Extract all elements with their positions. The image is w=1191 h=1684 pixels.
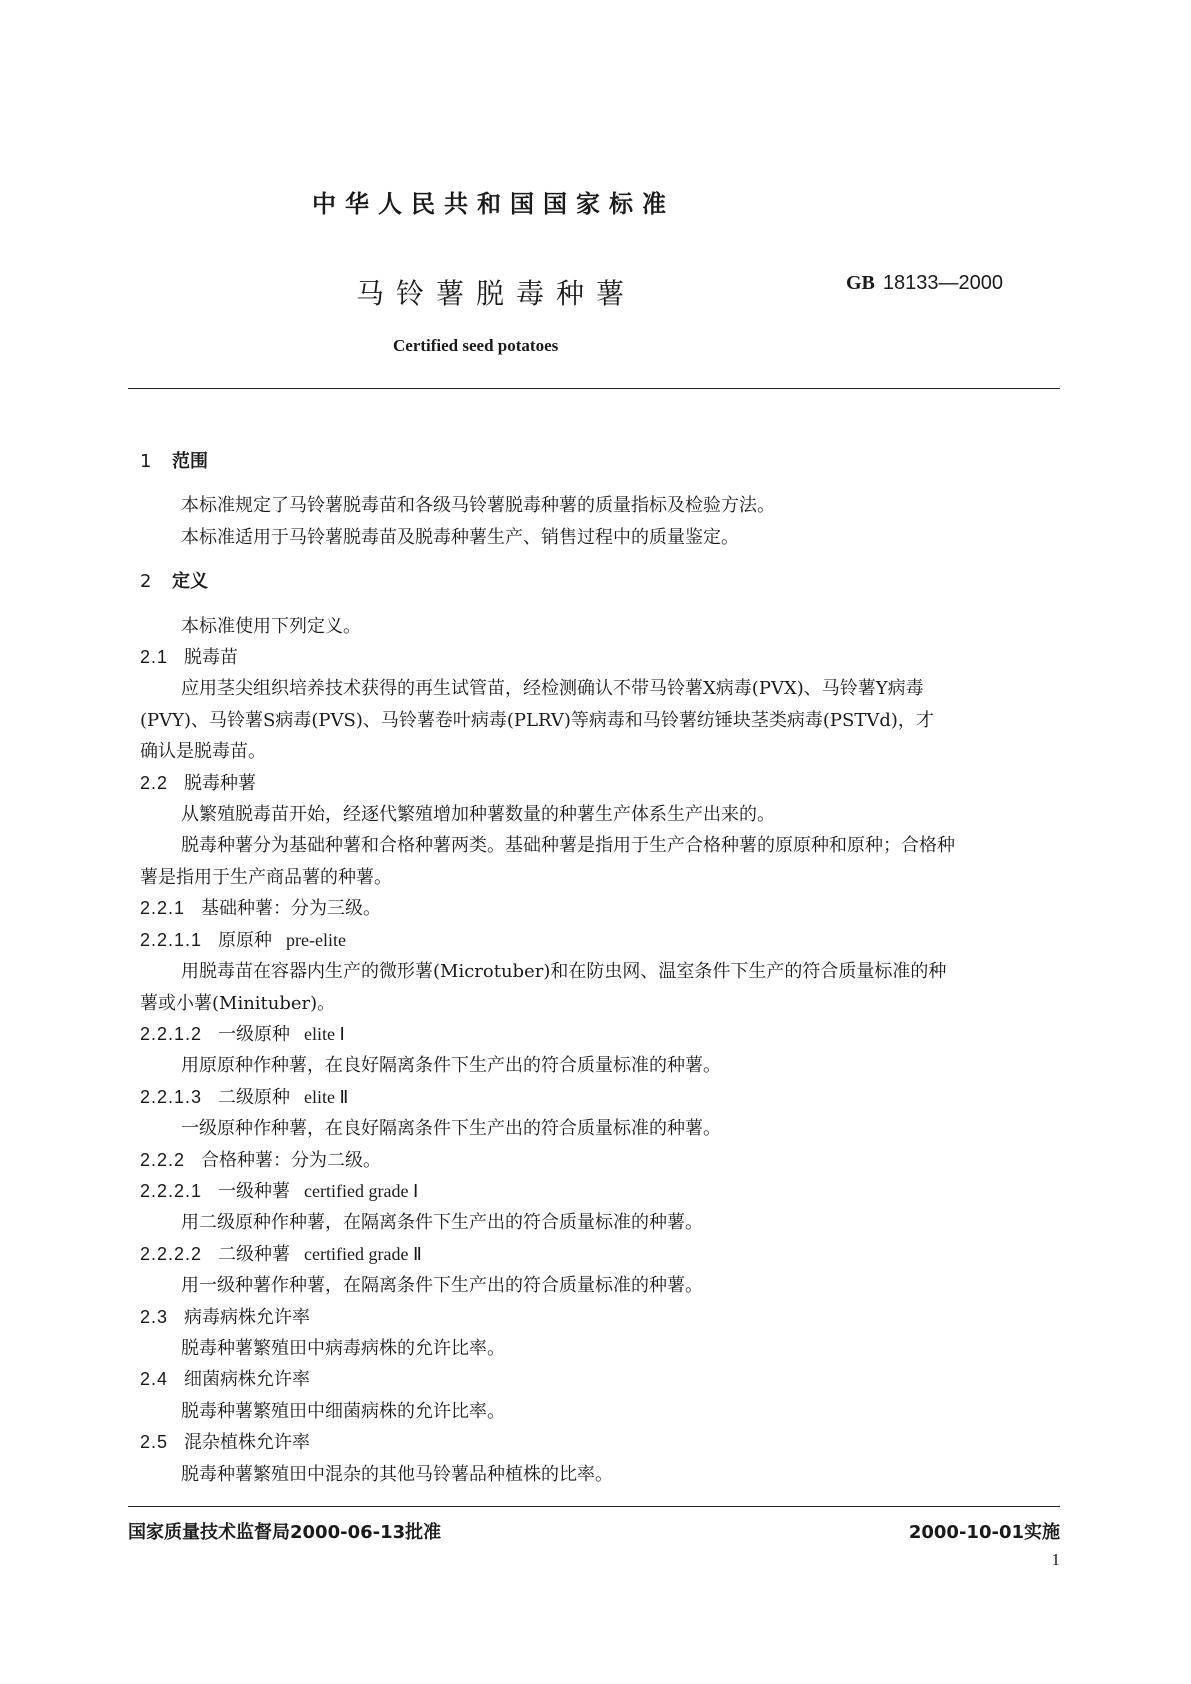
paragraph-line: 薯是指用于生产商品薯的种薯。 xyxy=(140,866,392,888)
clause-title: 细菌病株允许率 xyxy=(184,1369,311,1391)
clause-number: 2.2.2.2 xyxy=(140,1243,203,1264)
clause-number: 2.2.2 xyxy=(140,1149,186,1170)
clause-english-term: elite Ⅱ xyxy=(304,1086,349,1107)
header-divider xyxy=(128,388,1060,389)
paragraph-line: 用脱毒苗在容器内生产的微形薯(Microtuber)和在防虫网、温室条件下生产的符合质量标准的种 xyxy=(181,961,947,983)
implementation-date: 2000-10-01实施 xyxy=(908,1522,1060,1543)
paragraph: 从繁殖脱毒苗开始，经逐代繁殖增加种薯数量的种薯生产体系生产出来的。 xyxy=(181,804,775,826)
paragraph-line: 薯或小薯(Minituber)。 xyxy=(140,992,336,1014)
clause-english-term: pre-elite xyxy=(286,929,347,950)
paragraph: 一级原种作种薯，在良好隔离条件下生产出的符合质量标准的种薯。 xyxy=(181,1118,721,1140)
clause-number: 2.2 xyxy=(140,772,169,793)
clause-title: 病毒病株允许率 xyxy=(184,1306,311,1328)
clause-2-2-heading xyxy=(140,768,1060,799)
paragraph-line: (PVY)、马铃薯S病毒(PVS)、马铃薯卷叶病毒(PLRV)等病毒和马铃薯纺锤块茎类病毒(PSTVd)，才 xyxy=(140,709,934,731)
clause-number: 2.5 xyxy=(140,1432,169,1453)
paragraph: 本标准适用于马铃薯脱毒苗及脱毒种薯生产、销售过程中的质量鉴定。 xyxy=(181,526,739,548)
section-1-heading xyxy=(140,446,1060,477)
clause-title: 脱毒种薯 xyxy=(184,772,257,794)
clause-number: 2.2.1.2 xyxy=(140,1023,203,1044)
clause-number: 2.3 xyxy=(140,1306,169,1327)
clause-title: 二级原种 xyxy=(218,1086,291,1108)
clause-2-2-2-heading xyxy=(140,1145,1060,1176)
clause-number: 2.2.2.1 xyxy=(140,1180,203,1201)
paragraph: 脱毒种薯繁殖田中混杂的其他马铃薯品种植株的比率。 xyxy=(181,1463,613,1485)
clause-2-2-1-3-heading xyxy=(140,1082,1060,1113)
clause-title: 基础种薯：分为三级。 xyxy=(201,898,382,920)
clause-english-term: certified grade Ⅰ xyxy=(304,1180,419,1201)
paragraph: 脱毒种薯繁殖田中病毒病株的允许比率。 xyxy=(181,1337,505,1359)
footer-divider xyxy=(128,1506,1060,1507)
paragraph: 脱毒种薯繁殖田中细菌病株的允许比率。 xyxy=(181,1400,505,1422)
clause-number: 2.1 xyxy=(140,647,169,668)
clause-2-2-1-2-heading xyxy=(140,1019,1060,1050)
gb-number: 18133—2000 xyxy=(882,272,1004,294)
section-1-title: 范围 xyxy=(172,451,208,472)
paragraph: 本标准使用下列定义。 xyxy=(181,615,361,637)
clause-title: 脱毒苗 xyxy=(184,647,239,669)
document-title-zh: 马铃薯脱毒种薯 xyxy=(356,277,637,310)
clause-2-2-2-1-heading xyxy=(140,1176,1060,1207)
approval-date: 国家质量技术监督局2000-06-13批准 xyxy=(128,1522,442,1543)
clause-2-2-2-2-heading xyxy=(140,1239,1060,1270)
clause-number: 2.2.1 xyxy=(140,898,186,919)
paragraph: 用二级原种作种薯，在隔离条件下生产出的符合质量标准的种薯。 xyxy=(181,1212,703,1234)
section-1-number: 1 xyxy=(140,451,152,472)
gb-prefix: GB xyxy=(846,272,875,294)
paragraph: 本标准规定了马铃薯脱毒苗和各级马铃薯脱毒种薯的质量指标及检验方法。 xyxy=(181,495,775,517)
clause-english-term: elite Ⅰ xyxy=(304,1023,345,1044)
clause-2-1-heading xyxy=(140,642,1060,673)
standard-number xyxy=(846,272,1003,295)
clause-2-3-heading xyxy=(140,1302,1060,1333)
clause-2-2-1-heading xyxy=(140,893,1060,924)
clause-title: 二级种薯 xyxy=(218,1243,291,1265)
clause-number: 2.2.1.3 xyxy=(140,1086,203,1107)
clause-english-term: certified grade Ⅱ xyxy=(304,1243,422,1264)
clause-title: 原原种 xyxy=(218,929,273,951)
clause-title: 混杂植株允许率 xyxy=(184,1432,311,1454)
clause-title: 一级原种 xyxy=(218,1023,291,1045)
section-2-title: 定义 xyxy=(172,571,208,593)
section-2-heading xyxy=(140,566,1060,597)
paragraph: 用原原种作种薯，在良好隔离条件下生产出的符合质量标准的种薯。 xyxy=(181,1055,721,1077)
paragraph: 用一级种薯作种薯，在隔离条件下生产出的符合质量标准的种薯。 xyxy=(181,1275,703,1297)
paragraph-line: 确认是脱毒苗。 xyxy=(140,741,266,763)
clause-number: 2.4 xyxy=(140,1369,169,1390)
paragraph-line: 应用茎尖组织培养技术获得的再生试管苗，经检测确认不带马铃薯X病毒(PVX)、马铃薯Y病毒 xyxy=(181,678,924,700)
clause-number: 2.2.1.1 xyxy=(140,929,203,950)
clause-2-5-heading xyxy=(140,1427,1060,1458)
section-2-number: 2 xyxy=(140,571,152,593)
page-number: 1 xyxy=(1051,1550,1060,1569)
national-standard-heading: 中华人民共和国国家标准 xyxy=(312,190,675,218)
clause-title: 合格种薯：分为二级。 xyxy=(201,1149,382,1171)
clause-2-2-1-1-heading xyxy=(140,925,1060,956)
clause-2-4-heading xyxy=(140,1364,1060,1395)
paragraph-line: 脱毒种薯分为基础种薯和合格种薯两类。基础种薯是指用于生产合格种薯的原原种和原种；合格种 xyxy=(181,835,955,857)
document-title-en: Certified seed potatoes xyxy=(393,336,559,355)
clause-title: 一级种薯 xyxy=(218,1180,291,1202)
document-body xyxy=(140,446,1060,1490)
